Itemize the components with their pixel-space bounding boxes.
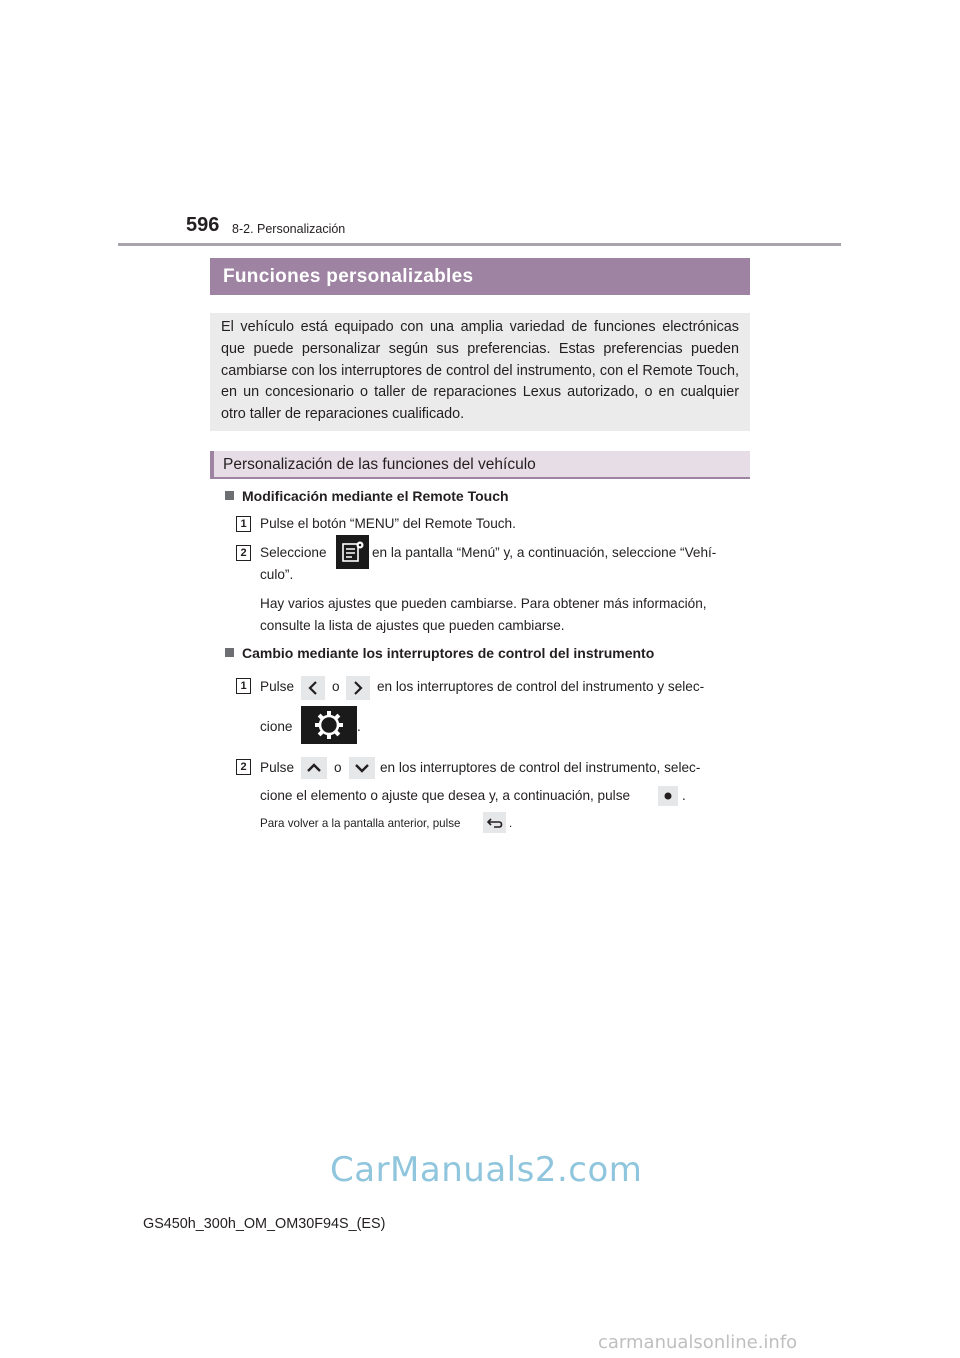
settings-menu-icon [336,535,369,569]
back-icon [483,812,506,833]
step-badge-2: 2 [236,759,251,775]
gear-icon [301,706,357,744]
section-subheading: Personalización de las funciones del vehículo [210,451,750,479]
bottom-watermark: carmanualsonline.info [598,1332,798,1353]
meter-step-1-cione: cione [260,719,293,734]
meter-step-2-pulse: Pulse [260,760,295,775]
remote-step-2-prefix: Seleccione [260,545,327,560]
header-divider [118,243,841,246]
meter-step-1-pulse: Pulse [260,679,295,694]
watermark: CarManuals2.com [330,1150,643,1190]
step-badge-2: 2 [236,545,251,561]
remote-touch-heading [225,488,509,504]
chevron-down-icon [349,757,375,779]
bullet-square-icon [225,491,234,500]
enter-dot-icon [658,786,678,806]
remote-note-line-2: consulte la lista de ajustes que pueden cambiarse. [260,618,565,633]
intro-paragraph: El vehículo está equipado con una amplia variedad de funciones electrónicas que puede personalizar según sus preferencias. Estas preferencias pueden cambiarse con los interruptores de control del instrumento, con el Remote Touch, en un concesionario o taller de reparaciones Lexus autorizado, o en cualquier otro taller de reparaciones cualificado. [210,313,750,431]
meter-switches-heading-text: Cambio mediante los interruptores de control del instrumento [242,645,655,661]
remote-step-2-continuation: culo”. [260,567,294,582]
section-reference: 8-2. Personalización [232,222,346,236]
chevron-up-icon [301,757,327,779]
remote-step-2-text: en la pantalla “Menú” y, a continuación, seleccione “Vehí- [372,545,717,560]
step-badge-1: 1 [236,678,251,694]
remote-note-line-1: Hay varios ajustes que pueden cambiarse. Para obtener más información, [260,596,707,611]
back-note-end: . [509,817,513,830]
page-number: 596 [186,214,220,236]
meter-step-2-line-2: cione el elemento o ajuste que desea y, a continuación, pulse [260,788,631,803]
meter-step-1-or: o [332,679,340,694]
meter-switches-heading [225,645,654,661]
page-title: Funciones personalizables [210,258,750,295]
step-badge-1: 1 [236,516,251,532]
meter-step-1-end: . [357,719,361,734]
chevron-left-icon [301,676,325,700]
footer-code: GS450h_300h_OM_OM30F94S_(ES) [143,1216,386,1232]
meter-step-2-text: en los interruptores de control del instrumento, selec- [380,760,701,775]
bullet-square-icon [225,648,234,657]
back-note: Para volver a la pantalla anterior, pulse [260,817,461,830]
meter-step-2-or: o [334,760,342,775]
meter-step-2-end: . [682,788,686,803]
remote-step-1: Pulse el botón “MENU” del Remote Touch. [260,516,516,531]
chevron-right-icon [346,676,370,700]
remote-touch-heading-text: Modificación mediante el Remote Touch [242,488,509,504]
meter-step-1-text: en los interruptores de control del instrumento y selec- [377,679,705,694]
